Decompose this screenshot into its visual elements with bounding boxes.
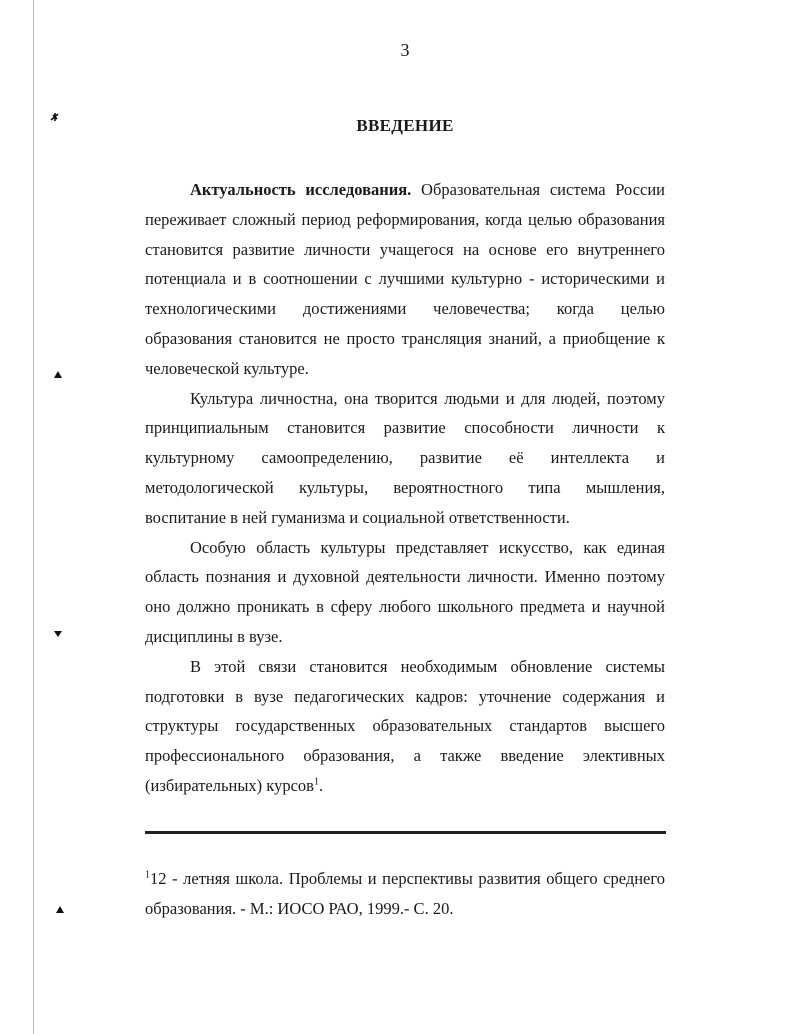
dot-mark-icon bbox=[55, 905, 65, 915]
footnote-text: 12 - летняя школа. Проблемы и перспективы развития общего среднего образования. - М.: ИОСО РАО, 1999.- С. 20. bbox=[145, 869, 665, 918]
dot-mark-icon bbox=[53, 629, 63, 639]
paragraph-text: Образовательная система России переживает сложный период реформирования, когда целью образования становится развитие личности учащегося на основе его внутреннего потенциала и в соотношении с лучшими культурно - историческими и технологическими достижениями человечества; когда целью образования становится не просто трансляция знаний, а приобщение к человеческой культуре. bbox=[145, 180, 665, 378]
paragraph-3: Особую область культуры представляет искусство, как единая область познания и духовной деятельности личности. Именно поэтому оно должно проникать в сферу любого школьного предмета и научной дисциплины в вузе. bbox=[145, 537, 665, 646]
paragraph-1 bbox=[145, 175, 665, 384]
footnote-reference: 1 bbox=[313, 776, 319, 788]
footnote-number: 1 bbox=[145, 869, 150, 881]
paragraph-end: . bbox=[318, 775, 324, 795]
dot-mark-icon bbox=[53, 370, 63, 380]
footnote bbox=[145, 864, 665, 924]
page-title: ВВЕДЕНИЕ bbox=[356, 116, 454, 135]
paragraph-4 bbox=[145, 652, 665, 801]
paragraph-lead: Актуальность исследования. bbox=[190, 180, 412, 199]
footnote-divider bbox=[145, 831, 666, 834]
page-number: 3 bbox=[400, 40, 410, 60]
paragraph-2: Культура личностна, она творится людьми и для людей, поэтому принципиальным становится развитие способности личности к культурному самоопределению, развитие её интеллекта и методологической культуры, вероятностного типа мышления, воспитание в ней гуманизма и социальной ответственности. bbox=[145, 388, 665, 527]
scan-edge-line bbox=[33, 0, 34, 1034]
body-text bbox=[145, 175, 665, 801]
paragraph-text: В этой связи становится необходимым обновление системы подготовки в вузе педагогических кадров: уточнение содержания и структуры государственных образовательных стандартов высшего профессионального образования, а также введение элективных (избирательных) курсов bbox=[145, 656, 665, 795]
